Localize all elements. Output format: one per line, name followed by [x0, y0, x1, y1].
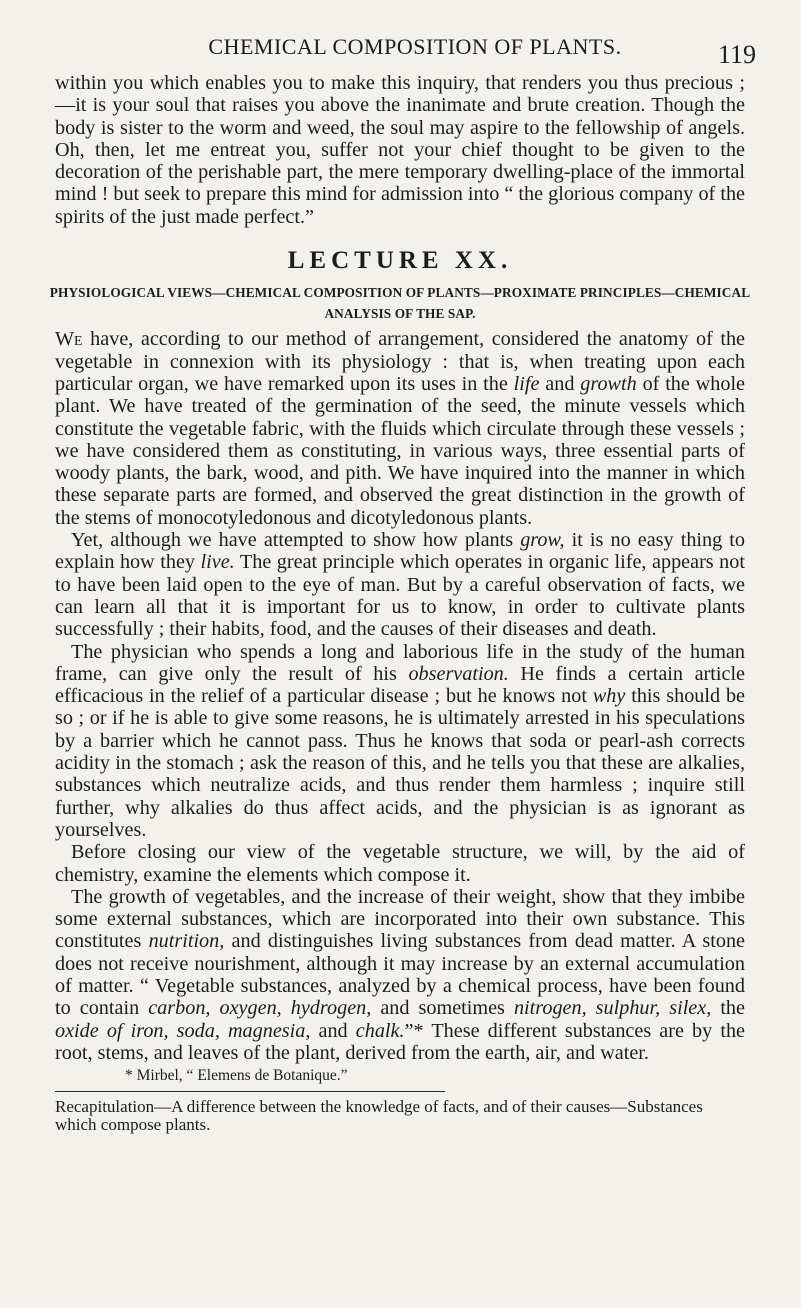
recapitulation: Recapitulation—A difference between the knowledge of facts, and of their causes—Substances which compose plants. [55, 1097, 703, 1135]
footnote-divider [55, 1091, 445, 1092]
page-number: 119 [718, 40, 757, 69]
paragraph-chemistry: Before closing our view of the vegetable structure, we will, by the aid of chemistry, examine the elements which compose it. [55, 841, 745, 886]
intro-paragraph: within you which enables you to make this inquiry, that renders you thus precious ;—it is your soul that raises you above the inanimate and brute creation. Though the body is sister to the worm and weed, the soul may aspire to the fellowship of angels. Oh, then, let me entreat you, suffer not your chief thought to be given to the decoration of the perishable part, the mere temporary dwelling-place of the immortal mind ! but seek to prepare this mind for admission into “ the glorious company of the spirits of the just made perfect.” [55, 72, 745, 228]
footnote: * Mirbel, “ Elemens de Botanique.” [125, 1067, 348, 1085]
paragraph-grow-live: Yet, although we have attempted to show how plants grow, it is no easy thing to explain how they live. The great principle which operates in organic life, appears not to have been laid open to the eye of man. But by a careful observation of facts, we can learn all that it is important for us to know, in order to cultivate plants successfully ; their habits, food, and the causes of their diseases and death. [55, 529, 746, 641]
paragraph-physician: The physician who spends a long and laborious life in the study of the human frame, can give only the result of his observation. He finds a certain article efficacious in the relief of a particular disease ; but he knows not why this should be so ; or if he is able to give some reasons, he is ultimately arrested in his speculations by a barrier which he cannot pass. Thus he knows that soda or pearl-ash corrects acidity in the stomach ; ask the reason of this, and he tells you that these are alkalies, substances which neutralize acids, and thus render them harmless ; inquire still further, why alkalies do thus affect acids, and the physician is as ignorant as yourselves. [55, 640, 746, 841]
paragraph-nutrition: The growth of vegetables, and the increase of their weight, show that they imbibe some external substances, which are incorporated into their own substance. This constitutes nutrition, and distinguishes living substances from dead matter. A stone does not receive nourishment, although it may increase by an external accumulation of matter. “ Vegetable substances, analyzed by a chemical process, have been found to contain carbon, oxygen, hydrogen, and sometimes nitrogen, sulphur, silex, the oxide of iron, soda, magnesia, and chalk.”* These different substances are by the root, stems, and leaves of the plant, derived from the earth, air, and water. [55, 885, 746, 1064]
running-head: CHEMICAL COMPOSITION OF PLANTS. [208, 34, 622, 59]
lecture-subjects: PHYSIOLOGICAL VIEWS—CHEMICAL COMPOSITION OF PLANTS—PROXIMATE PRINCIPLES—CHEMICAL ANALYSIS OF THE SAP. [49, 285, 751, 322]
opening-word: We [55, 328, 83, 351]
lecture-title: LECTURE XX. [287, 247, 513, 275]
body-text [49, 72, 751, 1135]
paragraph-anatomy: We have, according to our method of arrangement, considered the anatomy of the vegetable in connexion with its physiology : that is, when treating upon each particular organ, we have remarked upon its uses in the life and growth of the whole plant. We have treated of the germination of the seed, the minute vessels which constitute the vegetable fabric, with the fluids which circulate through these vessels ; we have considered them as constituting, in various ways, three essential parts of woody plants, the bark, wood, and pith. We have inquired into the manner in which these separate parts are formed, and observed the great distinction in the growth of the stems of monocotyledonous and dicotyledonous plants. [55, 328, 746, 529]
